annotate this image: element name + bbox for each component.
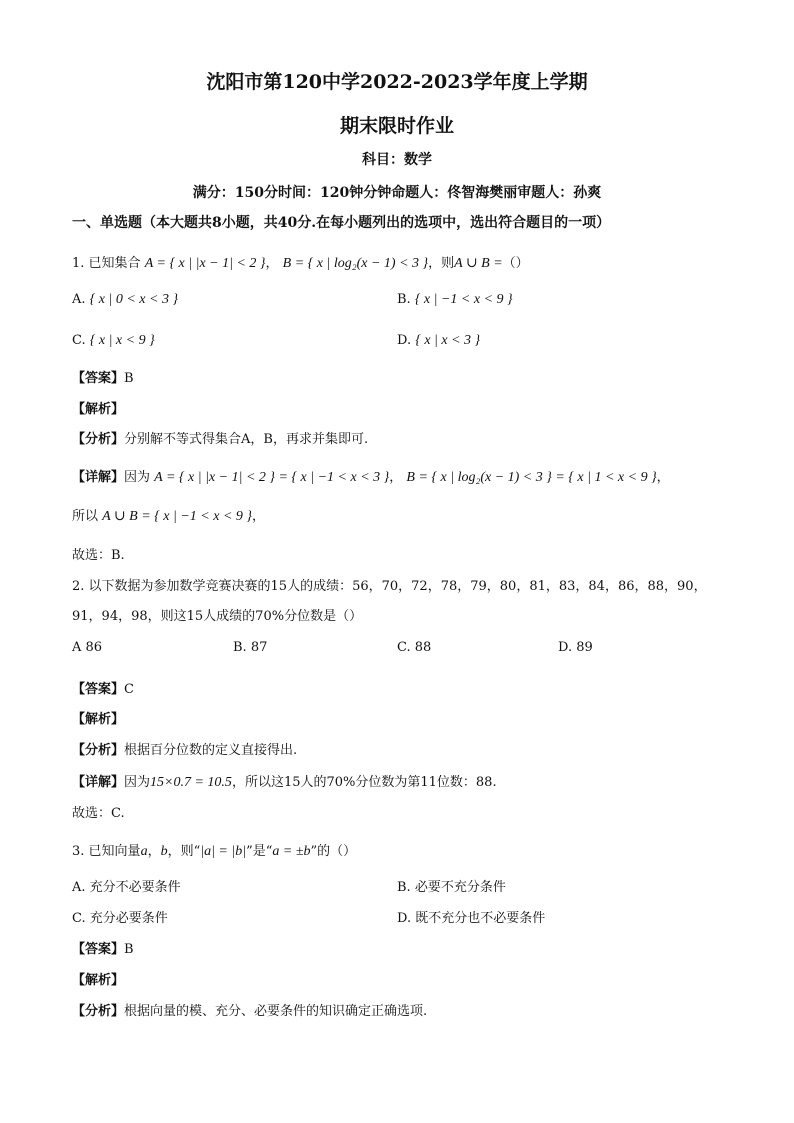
vector-a: a bbox=[140, 844, 148, 859]
q3-option-d: D. 既不充分也不必要条件 bbox=[397, 911, 546, 926]
union-formula: A ∪ B = bbox=[454, 256, 503, 271]
q2-answer: 【答案】C bbox=[72, 682, 134, 697]
q2-final-choice: 故选：C. bbox=[72, 806, 125, 821]
q3-jiexi-label: 【解析】 bbox=[72, 973, 125, 988]
question-3-stem: 3. 已知向量a，b，则“|a| = |b|”是“a = ±b”的（） bbox=[72, 844, 357, 859]
q3-answer: 【答案】B bbox=[72, 942, 134, 957]
set-a-formula: A = { x | |x − 1| < 2 } bbox=[144, 256, 266, 271]
q1-answer: 【答案】B bbox=[72, 371, 134, 386]
q3-option-a: A. 充分不必要条件 bbox=[72, 880, 181, 895]
question-2-stem-line1: 2. 以下数据为参加数学竞赛决赛的15人的成绩：56，70，72，78，79，80，81，83，84，86，88，90， bbox=[72, 579, 707, 594]
q2-analysis: 【分析】根据百分位数的定义直接得出. bbox=[72, 743, 298, 758]
q1-detail: 【详解】因为 A = { x | |x − 1| < 2 } = { x | −1 < x < 3 }， B = { x | log₂(x − 1) < 3 } = { x | 1 < x < 9 }， bbox=[72, 470, 670, 485]
q2-option-d: D. 89 bbox=[558, 640, 593, 655]
q1-option-b: B. { x | −1 < x < 9 } bbox=[397, 292, 513, 307]
q1-jiexi-label: 【解析】 bbox=[72, 402, 125, 417]
q2-option-a: A 86 bbox=[72, 640, 103, 655]
section-heading: 一、单选题（本大题共8小题，共40分.在每小题列出的选项中，选出符合题目的一项） bbox=[72, 215, 611, 231]
q2-option-c: C. 88 bbox=[397, 640, 432, 655]
q1-option-c: C. { x | x < 9 } bbox=[72, 333, 155, 348]
set-b-formula: B = { x | log₂(x − 1) < 3 } bbox=[282, 256, 429, 271]
condition-1: |a| = |b| bbox=[200, 844, 247, 859]
q3-option-c: C. 充分必要条件 bbox=[72, 911, 168, 926]
exam-meta-line: 满分：150分时间：120钟分钟命题人：佟智海樊丽审题人：孙爽 bbox=[192, 185, 602, 201]
q2-detail: 【详解】因为15×0.7 = 10.5，所以这15人的70%分位数为第11位数：88. bbox=[72, 775, 497, 790]
document-title: 沈阳市第120中学2022-2023学年度上学期 bbox=[206, 71, 588, 93]
q2-jiexi-label: 【解析】 bbox=[72, 712, 125, 727]
document-subtitle: 期末限时作业 bbox=[339, 115, 454, 137]
q1-final-choice: 故选：B. bbox=[72, 548, 125, 563]
q1-conclusion: 所以 A ∪ B = { x | −1 < x < 9 }， bbox=[72, 509, 266, 524]
q1-option-a: A. { x | 0 < x < 3 } bbox=[72, 292, 179, 307]
question-1-stem: 1. 已知集合 A = { x | |x − 1| < 2 }， B = { x | log₂(x − 1) < 3 }，则A ∪ B =（） bbox=[72, 256, 529, 271]
q1-option-d: D. { x | x < 3 } bbox=[397, 333, 481, 348]
vector-b: b bbox=[160, 844, 168, 859]
question-number: 1. bbox=[72, 256, 85, 271]
q3-analysis: 【分析】根据向量的模、充分、必要条件的知识确定正确选项. bbox=[72, 1004, 428, 1019]
question-2-stem-line2: 91，94，98，则这15人成绩的70%分位数是（） bbox=[72, 609, 363, 624]
q2-option-b: B. 87 bbox=[233, 640, 268, 655]
condition-2: a = ±b bbox=[272, 844, 311, 859]
subject-line: 科目：数学 bbox=[362, 152, 432, 168]
q1-analysis: 【分析】分别解不等式得集合A，B，再求并集即可. bbox=[72, 432, 369, 447]
q3-option-b: B. 必要不充分条件 bbox=[397, 880, 506, 895]
